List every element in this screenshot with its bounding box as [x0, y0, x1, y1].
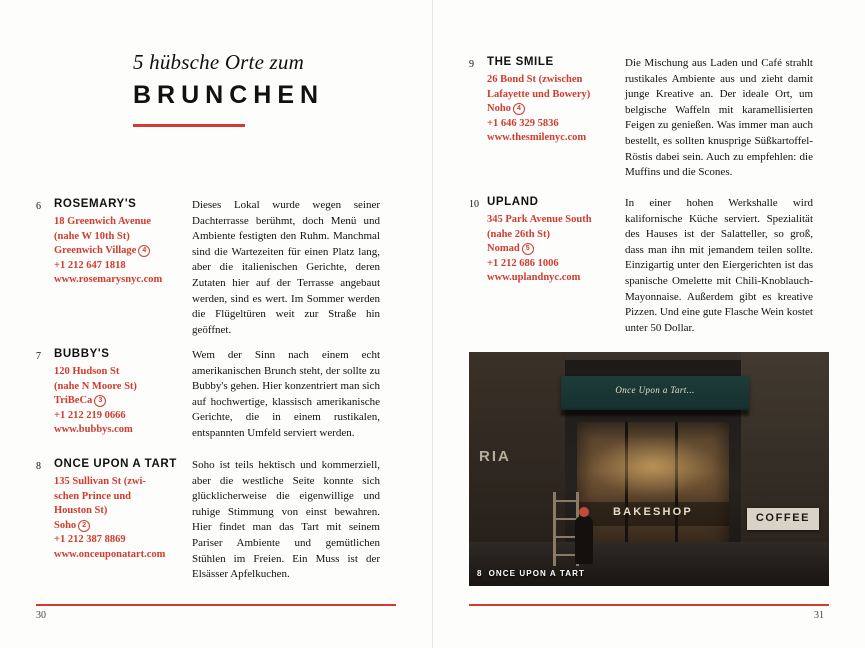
- entry-info: [54, 198, 192, 338]
- photo-sidewalk: [469, 542, 829, 586]
- entry-phone[interactable]: +1 212 686 1006: [487, 257, 559, 269]
- entry-website[interactable]: www.uplandnyc.com: [487, 272, 581, 283]
- list-item: [469, 196, 813, 336]
- entry-neighborhood: Greenwich Village: [54, 245, 137, 256]
- entry-address-line-2: Lafayette und Bowery): [487, 88, 591, 100]
- page-number: 30: [36, 610, 46, 621]
- entry-phone[interactable]: +1 646 329 5836: [487, 117, 559, 129]
- entry-name: THE SMILE: [487, 56, 554, 68]
- entry-phone[interactable]: +1 212 387 8869: [54, 534, 126, 545]
- entry-neighborhood-row: [54, 394, 182, 409]
- entry-name: UPLAND: [487, 196, 539, 208]
- entry-address-line-1: 120 Hudson St: [54, 366, 120, 377]
- entry-address-line-1: 345 Park Avenue South: [487, 214, 592, 225]
- entry-address: [54, 365, 182, 438]
- entry-info: [487, 196, 625, 336]
- entry-address-line-1: 26 Bond St (zwischen: [487, 74, 583, 85]
- footer-rule: [36, 604, 396, 606]
- entry-info: [54, 458, 192, 583]
- list-item: [469, 56, 813, 181]
- entry-description: Wem der Sinn nach einem echt amerikanischen Brunch steht, der sollte zu Bubby's gehen. Hier konzentriert man sich auf hochwertige, klassisch amerikanische Gerichte, die in einem rustikalen, entspannten Umfeld serviert werden.: [192, 349, 380, 439]
- entry-info: [54, 348, 192, 442]
- photo-coffee-text: COFFEE: [755, 512, 811, 524]
- title-underline-rule: [133, 124, 245, 127]
- photo-person: [575, 516, 593, 564]
- photo-awning-shadow: [561, 410, 749, 416]
- photo-coffee-sign: [747, 508, 819, 530]
- neighborhood-badge-icon: 5: [522, 243, 534, 255]
- page-title-line2: BRUNCHEN: [133, 81, 325, 109]
- photo-awning: [561, 376, 749, 410]
- entry-neighborhood-row: [487, 102, 615, 117]
- right-page: [433, 0, 865, 648]
- photo-bakeshop-text: BAKESHOP: [613, 506, 693, 518]
- page-title-line1: 5 hübsche Orte zum: [133, 50, 304, 74]
- list-item: [36, 198, 380, 338]
- entry-description: Die Mischung aus Laden und Café strahlt rustikales Ambiente aus und zieht damit junge Kreative an. Der ideale Ort, um belgische Waffeln mit karamellisierten Feigen zu genießen. Was immer man auch bestellt, es sollten knusprige Süßkartoffel-Röstis dabei sein. Auch zu empfehlen: die Muffins und die Scones.: [625, 57, 813, 179]
- neighborhood-badge-icon: 3: [94, 395, 106, 407]
- entry-number: 10: [469, 199, 479, 210]
- entry-address-line-2: (nahe W 10th St): [54, 230, 130, 242]
- neighborhood-badge-icon: 4: [138, 245, 150, 257]
- entry-address-line-1: 18 Greenwich Avenue: [54, 216, 152, 227]
- entry-name: ONCE UPON A TART: [54, 458, 177, 470]
- left-page: [0, 0, 432, 648]
- entry-address-line-2: (nahe 26th St): [487, 228, 551, 240]
- entry-address: [54, 215, 182, 288]
- entry-address-line-1: 135 Sullivan St (zwi-: [54, 476, 146, 487]
- photo-caption-label: ONCE UPON A TART: [488, 569, 585, 578]
- entry-website[interactable]: www.bubbys.com: [54, 424, 133, 435]
- entry-address-line-2: (nahe N Moore St): [54, 380, 137, 392]
- entry-neighborhood: Nomad: [487, 243, 520, 254]
- entry-name: BUBBY'S: [54, 348, 110, 360]
- footer-rule: [469, 604, 829, 606]
- entry-number: 9: [469, 59, 474, 70]
- list-item: [36, 348, 380, 442]
- entry-address-line-2: schen Prince und: [54, 490, 132, 502]
- entry-website[interactable]: www.onceuponatart.com: [54, 548, 166, 560]
- entry-address: [487, 73, 615, 146]
- photo-interior-glow: [589, 436, 717, 496]
- page-title: [133, 50, 403, 127]
- entry-address: [487, 213, 615, 286]
- photo-awning-text: Once Upon a Tart...: [615, 385, 695, 395]
- entry-neighborhood-row: [54, 244, 182, 259]
- entry-address: [54, 475, 182, 562]
- entry-number: 6: [36, 201, 41, 212]
- entry-description: In einer hohen Werkshalle wird kalifornische Küche serviert. Spezialität des Hauses ist der Salatteller, so groß, dass man ihn mit jemandem teilen sollte. Einzigartig unter den Eiergerichten ist das spanische Omelette mit Chili-Knoblauch-Mayonnaise. Außerdem gibt es kreative Pizzen. Und eine gute Flasche Wein kostet unter 50 Dollar.: [625, 197, 813, 334]
- neighborhood-badge-icon: 4: [513, 103, 525, 115]
- photo-left-sign: RIA: [479, 448, 511, 465]
- entry-number: 8: [36, 461, 41, 472]
- photo-caption-number: 8: [477, 569, 483, 578]
- entry-phone[interactable]: +1 212 219 0666: [54, 409, 126, 421]
- entry-description: Dieses Lokal wurde wegen seiner Dachterrasse berühmt, doch Menü und Ambiente festigten den Ruhm. Manchmal sind die Wartezeiten für einen Platz lang, aber die italienischen Gerichte, deren Zutaten hier auf der Terrasse angebaut werden, sind es wert. Im Sommer werden die Flügeltüren weit zur Straße hin geöffnet.: [192, 199, 380, 336]
- page-number: 31: [814, 610, 824, 621]
- entry-neighborhood: Soho: [54, 519, 77, 531]
- entry-phone[interactable]: +1 212 647 1818: [54, 259, 126, 271]
- photo-caption: [477, 569, 585, 578]
- list-item: [36, 458, 380, 583]
- entry-website[interactable]: www.thesmilenyc.com: [487, 132, 587, 143]
- entry-neighborhood-row: [54, 519, 182, 534]
- storefront-photo: [469, 352, 829, 586]
- neighborhood-badge-icon: 2: [78, 520, 90, 532]
- entry-address-line-3: Houston St): [54, 505, 108, 516]
- entry-website[interactable]: www.rosemarysnyc.com: [54, 274, 163, 285]
- photo-bakeshop-sign: [577, 502, 729, 526]
- entry-name: ROSEMARY'S: [54, 198, 137, 210]
- entry-neighborhood-row: [487, 242, 615, 257]
- entry-description: Soho ist teils hektisch und kommerziell, aber die westliche Seite konnte sich glücklicherweise die eigenwillige und ruhige Stimmung von einst bewahren. Hier findet man das Tart mit seinem Pariser Ambiente und gemütlichen Stühlen im Freien. Ein Muss ist der Elsässer Apfelkuchen.: [192, 459, 380, 581]
- entry-info: [487, 56, 625, 181]
- photo-person-head: [579, 507, 589, 517]
- entry-neighborhood: TriBeCa: [54, 395, 93, 406]
- entry-neighborhood: Noho: [487, 103, 511, 114]
- entry-number: 7: [36, 351, 41, 362]
